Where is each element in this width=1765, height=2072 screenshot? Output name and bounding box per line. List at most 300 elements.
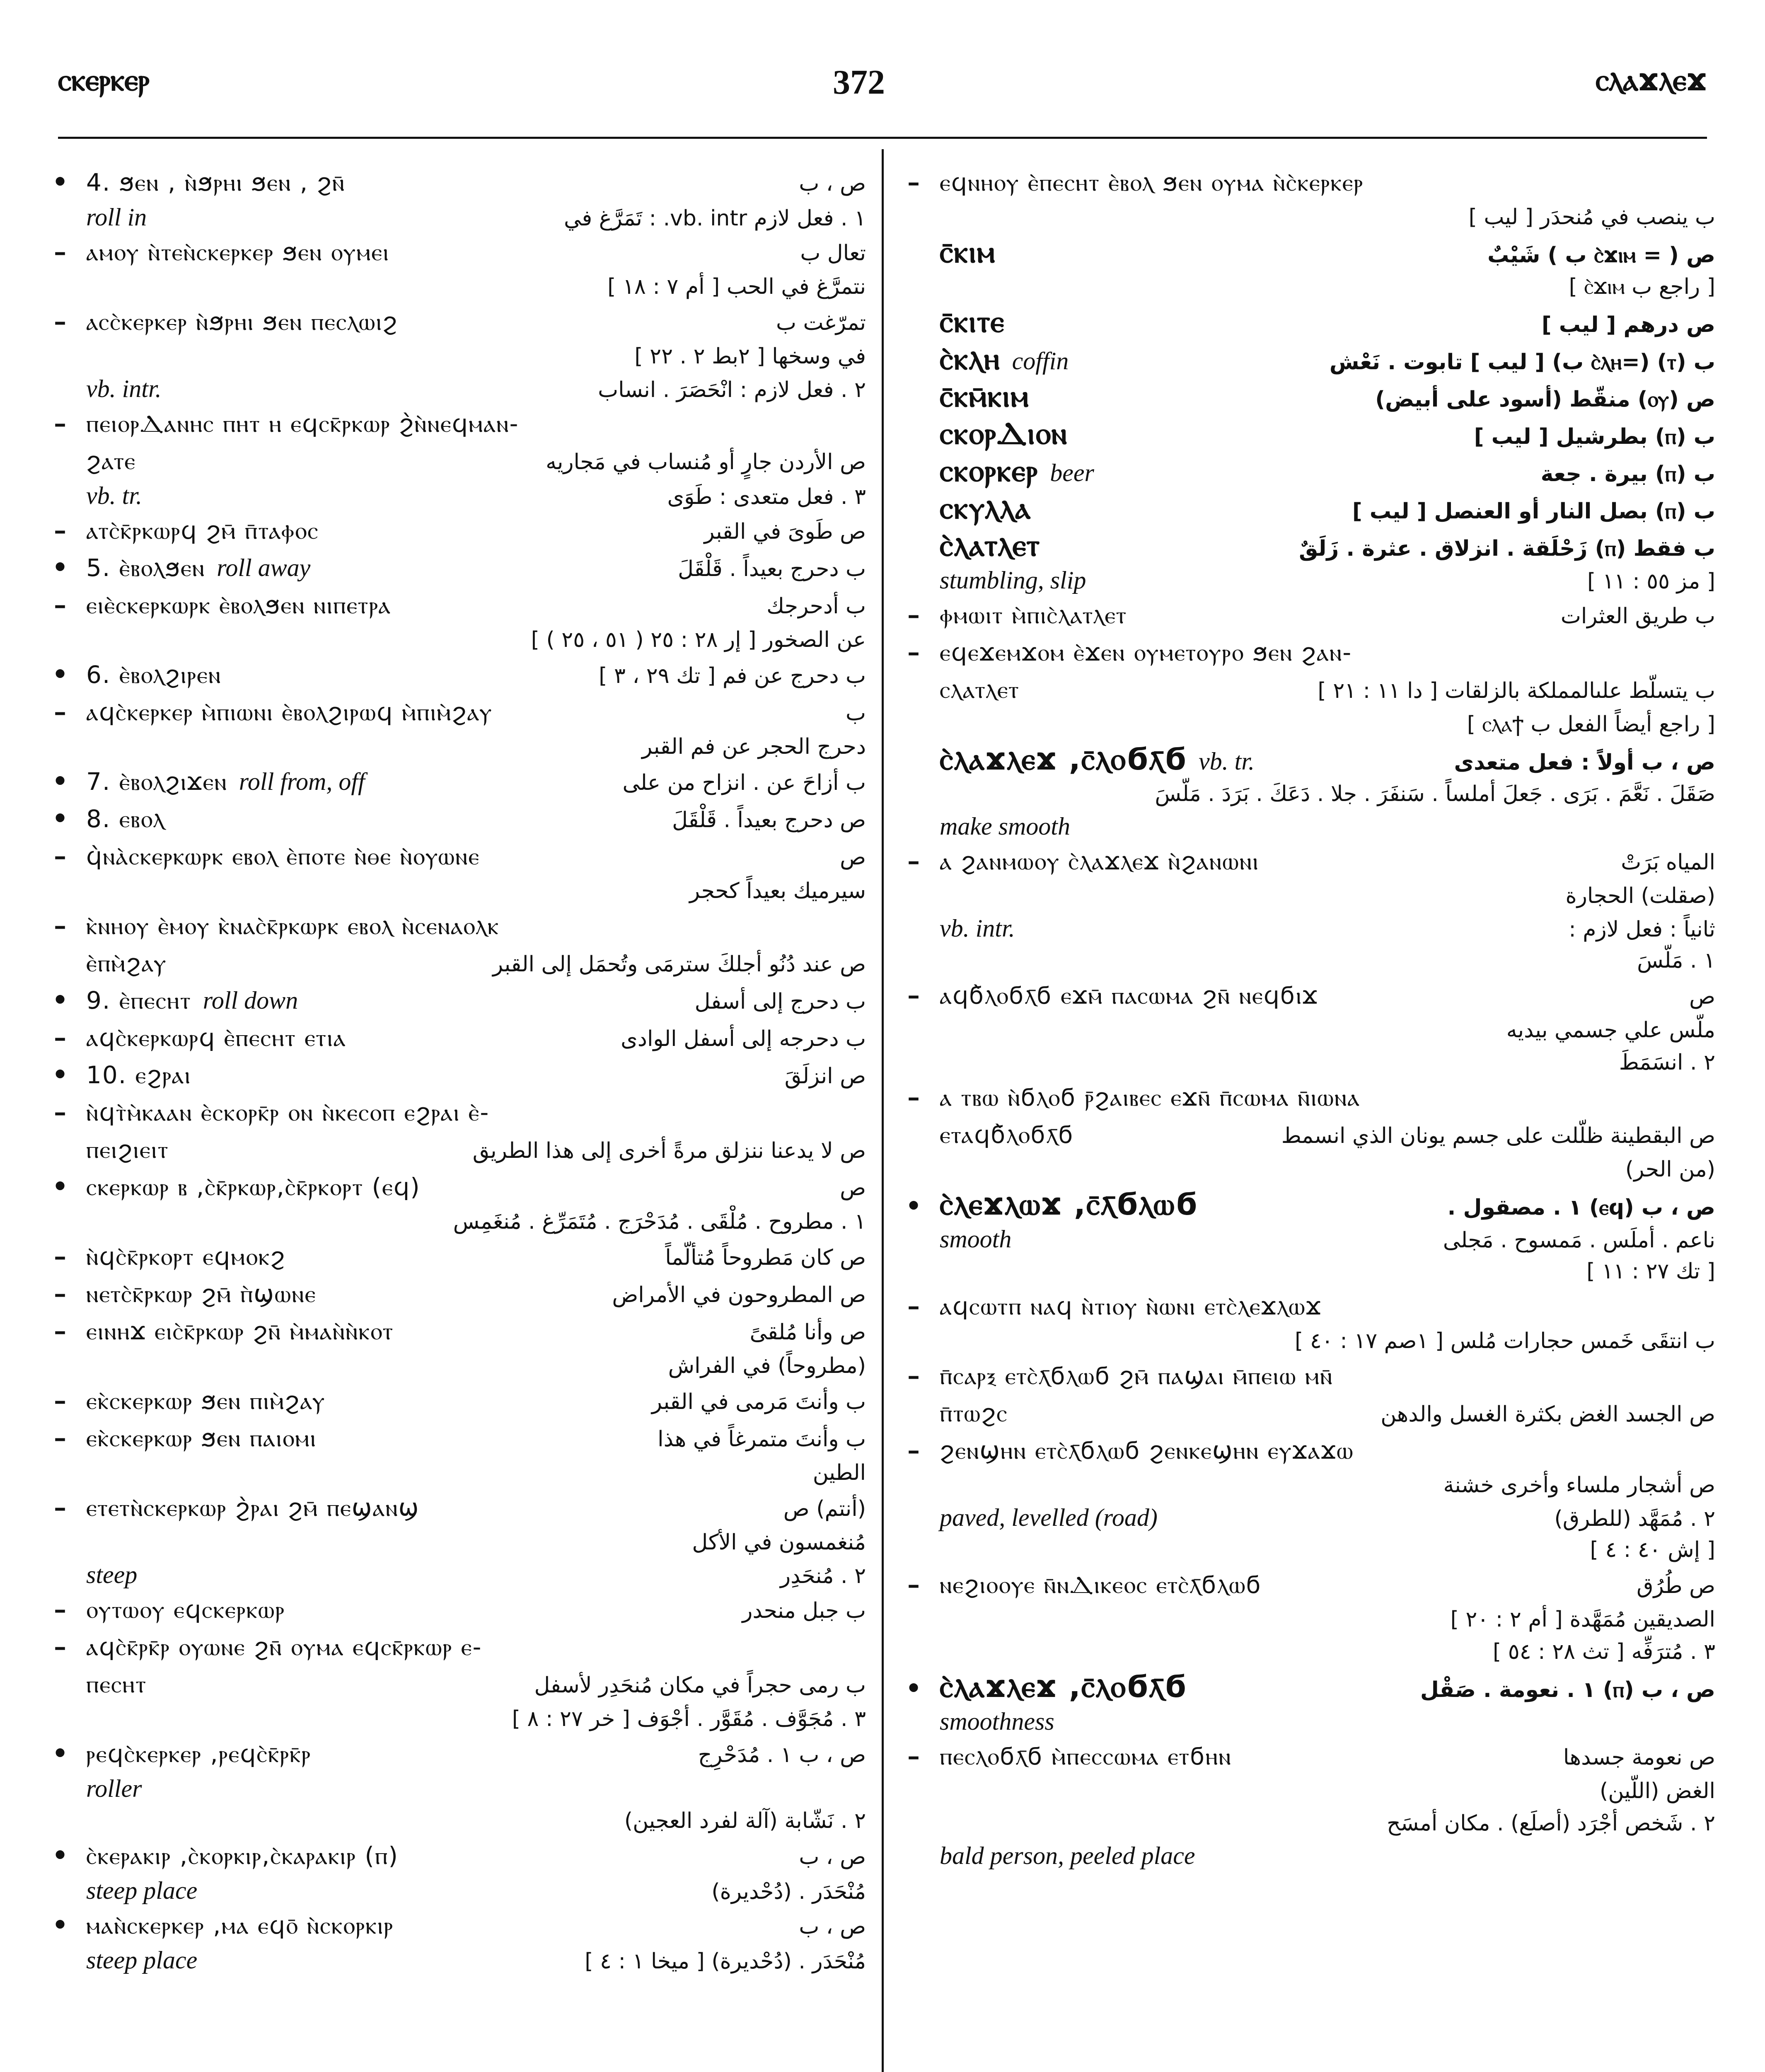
arabic-gloss: ٢ . انسَمَطَ [1619,1050,1715,1075]
entry-line [46,1131,866,1168]
entry-marker: – [907,1436,920,1465]
arabic-gloss: ب وأنتَ مَرمى في القبر [651,1389,866,1414]
entry-marker: – [907,981,920,1010]
entry-marker: – [54,842,66,871]
entry-line [899,527,1715,564]
entry-line [46,1238,866,1275]
english-gloss: coffin [1012,347,1069,375]
entry-line [899,1357,1715,1394]
coptic-text: ⲥ̄ⲕⲓⲙ [940,234,996,270]
coptic-text: ⲉⲓⲉ̀ⲥⲕⲉⲣⲕⲱⲣⲕ ⲉ̀ⲃⲟⲗϧⲉⲛ ⲛⲓⲡⲉⲧⲣⲁ [86,591,392,619]
coptic-text: ⲥ̄ⲕⲙ̄ⲕⲓⲙ [940,378,1030,414]
column-divider [882,149,884,2072]
entry-marker: – [907,1742,920,1771]
arabic-gloss: ب انتقَى خَمس حجارات مُلس [ ١صم ١٧ : ٤٠ ] [1295,1329,1715,1353]
entry-line [899,1255,1715,1288]
english-gloss: steep place [86,1877,198,1904]
coptic-text: ⲥ̀ⲕⲗⲏ [940,341,1001,377]
header-right-word: ⲥⲗⲁϫⲗⲉϫ [1596,62,1707,98]
entry-line [899,1223,1715,1255]
coptic-text: 8. ⲉⲃⲟⲗ [86,805,165,833]
arabic-gloss: ١ . مَلَّسَ [1637,948,1715,973]
entry-marker: – [907,1292,920,1321]
entry-line [899,415,1715,452]
entry-line [46,693,866,731]
entry-marker: – [54,409,66,438]
arabic-gloss: ب فقط (ⲡ) زَحْلَقة . انزلاق . عثرة . زَلَقٌ [1298,536,1715,561]
arabic-gloss: ص ، ب [799,1844,866,1869]
entry-line [899,1840,1715,1872]
coptic-text: 7. ⲉ̀ⲃⲟⲗϩⲓϫⲉⲛ [86,767,227,796]
coptic-text: ϥ̀ⲛⲁ̀ⲥⲕⲉⲣⲕⲱⲣⲕ ⲉⲃⲟⲗ ⲉ̀ⲡⲟⲧⲉ ⲛ̀ⲑⲉ ⲛ̀ⲟⲩⲱⲛⲉ [86,842,480,870]
entry-line [46,1772,866,1805]
arabic-gloss: ٣ . مُترَفِّه [ تث ٢٨ : ٥٤ ] [1492,1639,1715,1664]
arabic-gloss: ص لا يدعنا ننزلق مرةً أخرى إلى هذا الطريق [472,1138,866,1163]
entry-line [899,708,1715,741]
coptic-text: ⲕ̀ⲛⲏⲟⲩ ⲉ̀ⲙⲟⲩ ⲕ̀ⲛⲁⲥ̀ⲕ̄ⲣⲕⲱⲣⲕ ⲉⲃⲟⲗ ⲛ̀ⲥⲉⲛⲁⲟⲗⲕ [86,912,500,940]
coptic-text: ⲁϥⲥ̀ⲕⲉⲣⲕⲉⲣ ⲙ̀ⲡⲓⲱⲛⲓ ⲉ̀ⲃⲟⲗϩⲓⲣⲱϥ ⲙ̀ⲡⲓⲙ̀ϩⲁⲩ [86,698,493,726]
entry-marker: • [52,804,68,833]
coptic-text: ⲥ̀ⲗⲁⲧⲗⲉⲧ [940,528,1041,563]
english-gloss: roll down [203,987,298,1014]
entry-line [46,982,866,1019]
coptic-text: ⲣⲉϥⲥ̀ⲕⲉⲣⲕⲉⲣ ,ⲣⲉϥⲥ̀ⲕ̄ⲣⲕ̄ⲣ [86,1740,312,1768]
arabic-gloss: ب (ⲡ) بطرشيل [ ليب ] [1474,424,1715,449]
arabic-gloss: ص الجسد الغض بكثرة الغسل والدهن [1381,1402,1715,1427]
arabic-gloss: مُنغمسون في الأكل [692,1530,866,1555]
coptic-text: ⲛ̀ϥⲥ̀ⲕ̄ⲣⲕⲟⲣⲧ ⲉϥⲙⲟⲕϩ [86,1242,286,1271]
entry-line [899,1738,1715,1775]
entry-marker: – [54,1098,66,1127]
arabic-gloss: ص ، ب ١ . مُدَحْرِج [698,1743,866,1767]
english-gloss: smooth [940,1225,1012,1253]
entry-line [899,489,1715,527]
coptic-text: ⲁϥⲥ̀ⲕ̄ⲣⲕ̄ⲣ ⲟⲩⲱⲛⲉ ϩⲛ̄ ⲟⲩⲙⲁ ⲉϥⲥⲕ̄ⲣⲕⲱⲣ ⲉ- [86,1633,482,1661]
entry-line [899,1014,1715,1046]
entry-line [46,875,866,907]
arabic-gloss: ص طَوىَ في القبر [704,519,866,544]
entry-line [46,1382,866,1419]
left-column [46,164,866,1976]
coptic-text: ⲉ̀ⲡⲙ̀ϩⲁⲩ [86,949,167,977]
arabic-gloss: ص كان مَطروحاً مُتألّماً [665,1245,866,1270]
entry-line [46,1205,866,1238]
entry-line [899,1566,1715,1603]
entry-line [899,1469,1715,1501]
entry-line [899,671,1715,708]
entry-line [46,164,866,201]
entry-line [899,564,1715,596]
entry-marker: – [907,168,920,197]
entry-line [899,596,1715,634]
entry-line [46,1275,866,1312]
entry-line [46,1837,866,1874]
entry-marker: – [54,1279,66,1308]
english-gloss: vb. intr. [86,375,162,402]
entry-line [46,1805,866,1837]
arabic-gloss: ص [840,845,866,870]
entry-marker: – [907,600,920,629]
entry-line [899,1636,1715,1668]
arabic-gloss: ص [1689,984,1715,1009]
coptic-text: ⲉⲕ̀ⲥⲕⲉⲣⲕⲱⲣ ϧⲉⲛ ⲡⲓⲙ̀ϩⲁⲩ [86,1387,326,1415]
entry-line [46,1457,866,1489]
arabic-gloss: ٣ . مُجَوَّف . مُقَوَّر . أجْوَف [ خر ٢٧ : ٨ ] [512,1706,866,1731]
arabic-gloss: ملّس علي جسمي بيديه [1506,1018,1715,1043]
arabic-gloss: ٣ . فعل متعدى : طَوَى [667,484,866,509]
english-gloss: vb. intr. [940,915,1015,942]
entry-marker: – [907,847,920,876]
entry-marker: – [54,911,66,940]
arabic-gloss: ص ، ب (ⲡ) ١ . نعومة . صَقْل [1420,1677,1715,1702]
arabic-gloss: [ تك ٢٧ : ١١ ] [1586,1259,1715,1284]
arabic-gloss: [ راجع ب ⲥ̀ϫⲓⲙ ] [1569,274,1715,299]
entry-line [899,1603,1715,1636]
arabic-gloss: ص طُرُق [1637,1573,1715,1598]
coptic-text: 5. ⲉ̀ⲃⲟⲗϧⲉⲛ [86,554,206,582]
entry-line [46,512,866,549]
coptic-text: ⲥⲗⲁⲧⲗⲉⲧ [940,675,1020,704]
arabic-gloss: ص ، ب [799,1914,866,1939]
entry-line [46,624,866,656]
entry-line [46,656,866,693]
entry-line [46,763,866,800]
arabic-gloss: مُنْحَدَر . (دُحْديرة) [ ميخا ١ : ٤ ] [585,1949,866,1974]
entry-marker: – [54,516,66,545]
english-gloss: make smooth [940,813,1070,840]
entry-line [899,880,1715,912]
entry-marker: – [907,1570,920,1599]
entry-marker: • [52,1911,68,1940]
entry-line [46,233,866,271]
coptic-text: ⲉⲧⲉⲧⲛ̀ⲥⲕⲉⲣⲕⲱⲣ ϩ̀ⲣⲁⲓ ϩⲙ̄ ⲡⲉϣⲁⲛϣ [86,1493,420,1522]
coptic-text: ⲡ̄ⲥⲁⲣⲝ ⲉⲧⲥ̀ⲗ̄ϭⲗⲱϭ ϩⲙ̄ ⲡⲁϣⲁⲓ ⲙ̄ⲡⲉⲓⲱ ⲙⲛ̄ [940,1362,1333,1390]
coptic-text: ⲡⲉⲥⲏⲧ [86,1670,147,1698]
entry-line [46,1350,866,1382]
arabic-gloss: (مطروحاً) في الفراش [668,1353,866,1378]
entry-line [46,1168,866,1205]
coptic-text: ⲥ̀ⲗⲁϫⲗⲉϫ ,ⲥ̄ⲗⲟϭⲗ̄ϭ [940,1669,1187,1704]
entry-line [46,1312,866,1350]
entry-line [899,1775,1715,1807]
arabic-gloss: ١ . مطروح . مُلْقَى . مُدَحْرَج . مُتَمَرِّغ . مُنغَمِس [453,1209,866,1234]
coptic-text: ϩⲁⲧⲉ [86,447,136,475]
arabic-gloss: سيرميك بعيداً كحجر [689,879,866,903]
arabic-gloss: مُنْحَدَر . (دُحْديرة) [711,1879,866,1904]
entry-marker: – [54,1632,66,1661]
entry-line [46,549,866,586]
arabic-gloss: ب جبل منحدر [742,1598,866,1623]
coptic-text: ⲡⲉⲓⲟⲣⲆⲁⲛⲏⲥ ⲡⲏⲧ ⲏ ⲉϥⲥⲕ̄ⲣⲕⲱⲣ ϩ̀ⲛ̀ⲛⲉϥⲙⲁⲛ- [86,409,519,438]
entry-marker: – [54,591,66,620]
entry-marker: • [52,1739,68,1768]
entry-line [899,1325,1715,1357]
entry-line [899,944,1715,977]
entry-line [46,838,866,875]
entry-marker: – [54,1386,66,1415]
entry-line [46,1419,866,1457]
entry-marker: – [54,1493,66,1522]
english-gloss: vb. tr. [86,482,142,509]
entry-line [46,1019,866,1056]
entry-line [899,778,1715,810]
entry-line [46,303,866,340]
entry-line [46,405,866,442]
entry-line [899,271,1715,303]
entry-line [899,977,1715,1014]
arabic-gloss: ص نعومة جسدها [1563,1745,1715,1770]
arabic-gloss: ١ . فعل لازم vb. intr. : تَمَرَّغ في [564,206,866,231]
arabic-gloss: ص ، ب أولاً : فعل متعدى [1454,750,1715,775]
coptic-text: ⲥⲕⲩⲗⲗⲁ [940,490,1032,526]
entry-marker: • [52,1172,68,1201]
coptic-text: ⲫⲙⲱⲓⲧ ⲙ̀ⲡⲓⲥ̀ⲗⲁⲧⲗⲉⲧ [940,601,1127,629]
arabic-gloss: ص ، ب [799,171,866,196]
english-gloss: roller [86,1775,142,1802]
entry-marker: – [54,1023,66,1052]
english-gloss: vb. tr. [1198,748,1255,775]
entry-marker: • [52,1841,68,1870]
coptic-text: ⲥⲕⲉⲣⲕⲱⲣ ⲃ ,ⲥ̀ⲕ̄ⲣⲕⲱⲣ,ⲥ̀ⲕ̄ⲣⲕⲟⲣⲧ (ⲉϥ) [86,1173,421,1201]
entry-line [46,944,866,982]
entry-line [899,1501,1715,1534]
entry-marker: – [54,1423,66,1452]
arabic-gloss: ص عند دُنُو أجلكَ سترمَى وتُحمَل إلى القبر [492,952,866,977]
entry-line [899,233,1715,271]
arabic-gloss: ب (ⲡ) بيرة . جعة [1540,462,1715,487]
english-gloss: roll from, off [239,768,365,795]
entry-line [899,303,1715,340]
arabic-gloss: الغض (اللّين) [1600,1779,1715,1803]
entry-marker: – [54,307,66,336]
header-rule [58,137,1707,139]
entry-line [46,373,866,405]
entry-line [899,1046,1715,1079]
entry-line [46,1489,866,1526]
arabic-gloss: [ مز ٥٥ : ١١ ] [1587,569,1715,594]
arabic-gloss: ب (ⲧ) (=ⲥ̀ⲗⲏ ب) [ ليب ] تابوت . نَعْش [1329,350,1715,375]
coptic-text: 4. ϧⲉⲛ , ⲛ̀ϧⲣⲏⲓ ϧⲉⲛ , ϩⲛ̄ [86,168,346,196]
coptic-text: ⲛⲉⲧⲥ̀ⲕ̄ⲣⲕⲱⲣ ϩⲙ̄ ⲡ̀ϣⲱⲛⲉ [86,1280,317,1308]
coptic-text: ⲉϥⲛⲏⲟⲩ ⲉ̀ⲡⲉⲥⲏⲧ ⲉ̀ⲃⲟⲗ ϧⲉⲛ ⲟⲩⲙⲁ ⲛ̀ⲥ̀ⲕⲉⲣⲕⲉⲣ [940,168,1364,196]
coptic-text: ⲁϥⲥ̀ⲕⲉⲣⲕⲱⲣϥ ⲉ̀ⲡⲉⲥⲏⲧ ⲉⲧⲓⲁ [86,1024,346,1052]
coptic-text: ⲛⲉϩⲓⲟⲟⲩⲉ ⲛ̄ⲛⲆⲓⲕⲉⲟⲥ ⲉⲧⲥ̀ⲗ̄ϭⲗⲱϭ [940,1571,1262,1599]
entry-line [899,1807,1715,1840]
arabic-gloss: ٢ . فعل لازم : انْحَصَرَ . انساب [598,378,866,402]
entry-marker: • [52,168,68,197]
arabic-gloss: ص انزلَقَ [784,1064,866,1089]
english-gloss: steep [86,1561,138,1588]
coptic-text: ⲛ̀ϥⲧ̀ⲙ̀ⲕⲁⲁⲛ ⲉ̀ⲥⲕⲟⲣⲕ̄ⲣ ⲟⲛ ⲛ̀ⲕⲉⲥⲟⲡ ⲉϩⲣⲁⲓ ⲉ̀- [86,1098,490,1126]
entry-marker: • [905,1192,922,1221]
arabic-gloss: ص ( = ⲥ̀ϫⲓⲙ ب ) شَيْبٌ [1487,243,1715,268]
entry-line [899,452,1715,489]
arabic-gloss: [ إش ٤٠ : ٤ ] [1590,1537,1715,1562]
coptic-text: ⲥ̄ⲕⲓⲧⲉ [940,304,1005,339]
arabic-gloss: ناعم . أملَس . مَمسوح . مَجلى [1443,1228,1715,1253]
entry-line [899,1079,1715,1116]
arabic-gloss: ص أشجار ملساء وأخرى خشنة [1443,1473,1715,1498]
coptic-text: ⲥⲕⲟⲣⲆⲓⲟⲛ [940,416,1068,451]
coptic-text: 6. ⲉ̀ⲃⲟⲗϩⲓⲣⲉⲛ [86,661,222,689]
arabic-gloss: (صقلت) الحجارة [1565,884,1715,908]
entry-line [899,1186,1715,1223]
entry-marker: – [907,1361,920,1390]
entry-line [46,1944,866,1976]
coptic-text: 9. ⲉ̀ⲡⲉⲥⲏⲧ [86,986,191,1014]
entry-marker: – [54,237,66,266]
entry-line [46,586,866,624]
coptic-text: ⲥ̀ⲕⲉⲣⲁⲕⲓⲣ ,ⲥ̀ⲕⲟⲣⲕⲓⲣ,ⲥ̀ⲕⲁⲣⲁⲕⲓⲣ (ⲡ) [86,1842,399,1870]
english-gloss: roll in [86,203,147,231]
header-left-word: ⲥⲕⲉⲣⲕⲉⲣ [58,62,150,98]
entry-marker: – [907,1083,920,1112]
entry-line [899,340,1715,378]
entry-marker: • [52,553,68,582]
coptic-text: 10. ⲉϩⲣⲁⲓ [86,1061,191,1089]
coptic-text: ⲁϥϭ̀ⲗⲟϭⲗ̄ϭ ⲉϫⲙ̄ ⲡⲁⲥⲱⲙⲁ ϩⲛ̄ ⲛⲉϥϭⲓϫ [940,981,1318,1009]
arabic-gloss: ص ، ب (ⲉϥ) ١ . مصقول . [1447,1195,1715,1220]
coptic-text: ⲡⲉⲓϩⲓⲉⲓⲧ [86,1135,169,1164]
english-gloss: steep place [86,1946,198,1974]
arabic-gloss: ص المطروحون في الأمراض [612,1283,866,1307]
entry-marker: – [54,697,66,726]
coptic-text: ⲉϥⲉϫⲉⲙϫⲟⲙ ⲉ̀ϫⲉⲛ ⲟⲩⲙⲉⲧⲟⲩⲣⲟ ϧⲉⲛ ϩⲁⲛ- [940,638,1352,666]
entry-line [46,1665,866,1703]
entry-marker: – [54,1595,66,1624]
entry-marker: • [52,767,68,796]
entry-line [899,1705,1715,1738]
coptic-text: ⲁϥⲥⲱⲧⲡ ⲛⲁϥ ⲛ̀ⲧⲓⲟⲩ ⲛ̀ⲱⲛⲓ ⲉⲧⲥ̀ⲗⲉϫⲗⲱϫ [940,1292,1322,1320]
entry-marker: • [52,986,68,1015]
coptic-text: ⲉⲓⲛⲏϫ ⲉⲓⲥ̀ⲕ̄ⲣⲕⲱⲣ ϩⲛ̄ ⲙ̀ⲙⲁⲛ̀ⲛ̀ⲕⲟⲧ [86,1317,394,1345]
coptic-text: ϩⲉⲛϣⲏⲛ ⲉⲧⲥ̀ⲗ̄ϭⲗⲱϭ ϩⲉⲛⲕⲉϣⲏⲛ ⲉⲩϫⲁϫⲱ [940,1436,1354,1464]
entry-line [46,442,866,479]
entry-line [46,1526,866,1559]
arabic-gloss: ثانياً : فعل لازم : [1569,917,1715,942]
coptic-text: ⲁⲥⲥ̀ⲕⲉⲣⲕⲉⲣ ⲛ̀ϧⲣⲏⲓ ϧⲉⲛ ⲡⲉⲥⲗⲱⲓϩ [86,307,398,336]
entry-marker: – [54,1317,66,1346]
entry-line [899,1668,1715,1705]
entry-line [46,271,866,303]
english-gloss: stumbling, slip [940,566,1086,594]
coptic-text: ⲉⲕ̀ⲥⲕⲉⲣⲕⲱⲣ ϧⲉⲛ ⲡⲁⲓⲟⲙⲓ [86,1424,317,1452]
arabic-gloss: ٢ . مُنحَدِر [780,1564,866,1588]
entry-line [899,634,1715,671]
entry-line [899,1534,1715,1566]
entry-line [899,810,1715,842]
arabic-gloss: ب دحرج عن فم [ تك ٢٩ ، ٣ ] [599,663,866,688]
coptic-text: ⲙⲁⲛ̀ⲥⲕⲉⲣⲕⲉⲣ ,ⲙⲁ ⲉϥⲟ̄ ⲛ̀ⲥⲕⲟⲣⲕⲓⲣ [86,1911,394,1939]
arabic-gloss: في وسخها [ ٢بط ٢ . ٢٢ ] [634,344,866,369]
arabic-gloss: ٢ . شَخص أجْرَد (أصلَع) . مكان أمسَح [1387,1811,1715,1836]
coptic-text: ⲡⲉⲥⲗⲟϭⲗ̄ϭ ⲙ̀ⲡⲉⲥⲥⲱⲙⲁ ⲉⲧϭⲏⲛ [940,1742,1232,1770]
arabic-gloss: ب أزاحَ عن . انزاح من على [622,770,866,795]
entry-line [899,1116,1715,1153]
entry-line [46,1559,866,1591]
arabic-gloss: تمرّغت ب [776,310,866,335]
arabic-gloss: دحرج الحجر عن فم القبر [642,734,866,759]
arabic-gloss: نتمرَّغ في الحب [ أم ٧ : ١٨ ] [607,274,866,299]
arabic-gloss: ب طريق العثرات [1560,604,1715,629]
arabic-gloss: ٢ . نَشّابة (آلة لفرد العجين) [624,1808,866,1833]
entry-line [899,164,1715,201]
english-gloss: paved, levelled (road) [940,1504,1158,1531]
arabic-gloss: ص دحرج بعيداً . قَلْقَلَ [672,808,866,833]
entry-line [899,1394,1715,1432]
coptic-text: ⲥⲕⲟⲣⲕⲉⲣ [940,453,1039,489]
arabic-gloss: ٢ . مُمَهَّد (للطرق) [1554,1506,1715,1531]
entry-line [46,800,866,838]
entry-line [46,479,866,512]
coptic-text: ⲁⲧⲥ̀ⲕ̄ⲣⲕⲱⲣϥ ϩⲙ̄ ⲡ̄ⲧⲁⲫⲟⲥ [86,516,319,545]
coptic-text: ⲁⲙⲟⲩ ⲛ̀ⲧⲉⲛ̀ⲥⲕⲉⲣⲕⲉⲣ ϧⲉⲛ ⲟⲩⲙⲉⲓ [86,238,389,266]
coptic-text: ⲟⲩⲧⲱⲟⲩ ⲉϥⲥⲕⲉⲣⲕⲱⲣ [86,1595,285,1624]
arabic-gloss: ب رمى حجراً في مكان مُنحَدِر لأسفل [534,1673,866,1698]
entry-line [46,1094,866,1131]
arabic-gloss: ص الأردن جارٍ أو مُنساب في مَجاريه [546,450,866,474]
coptic-text: ⲁ ϩⲁⲛⲙⲱⲟⲩ ⲥ̀ⲗⲁϫⲗⲉϫ ⲛ̀ϩⲁⲛⲱⲛⲓ [940,847,1259,875]
page-number: 372 [833,63,885,102]
arabic-gloss: المياه بَرَتْ [1621,850,1715,875]
entry-line [46,731,866,763]
arabic-gloss: ب [846,701,866,726]
english-gloss: roll away [217,554,311,581]
coptic-text: ⲉⲧⲁϥϭ̀ⲗⲟϭⲗ̄ϭ [940,1121,1074,1149]
arabic-gloss: ب دحرجه إلى أسفل الوادى [621,1026,866,1051]
entry-line [899,378,1715,415]
arabic-gloss: الطين [812,1460,866,1485]
entry-line [899,741,1715,778]
arabic-gloss: الصديقين مُمَهَّدة [ أم ٢ : ٢٠ ] [1450,1607,1715,1632]
coptic-text: ⲥ̀ⲗⲉϫⲗⲱϫ ,ⲥ̄ⲗ̄ϭⲗⲱϭ [940,1186,1198,1222]
arabic-gloss: ص وأنا مُلقىً [750,1320,866,1345]
arabic-gloss: [ راجع أيضاً الفعل ب ⲥⲗⲁϯ ] [1467,712,1715,737]
english-gloss: beer [1050,459,1094,487]
entry-line [899,842,1715,880]
arabic-gloss: (من الحر) [1625,1157,1715,1182]
arabic-gloss: صَقَلَ . نَعَّمَ . بَرَى . جَعلَ أملساً . سَنفَرَ . جلا . دَعَكَ . بَرَدَ . مَلَّسَ [1155,782,1715,806]
arabic-gloss: ب (ⲡ) بصل النار أو العنصل [ ليب ] [1352,499,1715,524]
entry-line [46,340,866,373]
english-gloss: bald person, peeled place [940,1842,1195,1869]
entry-line [46,201,866,233]
entry-line [899,1153,1715,1186]
arabic-gloss: ب أدحرجك [766,594,866,619]
arabic-gloss: ص [840,1176,866,1201]
entry-marker: • [52,1060,68,1089]
entry-line [46,1628,866,1665]
entry-line [46,1735,866,1772]
arabic-gloss: تعال ب [800,241,866,266]
arabic-gloss: ص البقطينة ظلّلت على جسم يونان الذي انسمط [1281,1123,1715,1148]
entry-line [46,907,866,944]
entry-line [899,201,1715,233]
entry-marker: • [905,1674,922,1703]
entry-line [46,1703,866,1735]
entry-line [46,1907,866,1944]
entry-line [899,1288,1715,1325]
arabic-gloss: ص درهم [ ليب ] [1541,312,1715,337]
entry-line [899,912,1715,944]
arabic-gloss: عن الصخور [ إر ٢٨ : ٢٥ ( ٥١ ، ٢٥ ) ] [531,627,866,652]
right-column [899,164,1715,1872]
arabic-gloss: ب دحرج إلى أسفل [694,989,866,1014]
entry-line [899,1432,1715,1469]
coptic-text: ⲥ̀ⲗⲁϫⲗⲉϫ ,ⲥ̄ⲗⲟϭⲗ̄ϭ [940,741,1187,777]
entry-line [46,1591,866,1628]
entry-marker: – [907,638,920,667]
